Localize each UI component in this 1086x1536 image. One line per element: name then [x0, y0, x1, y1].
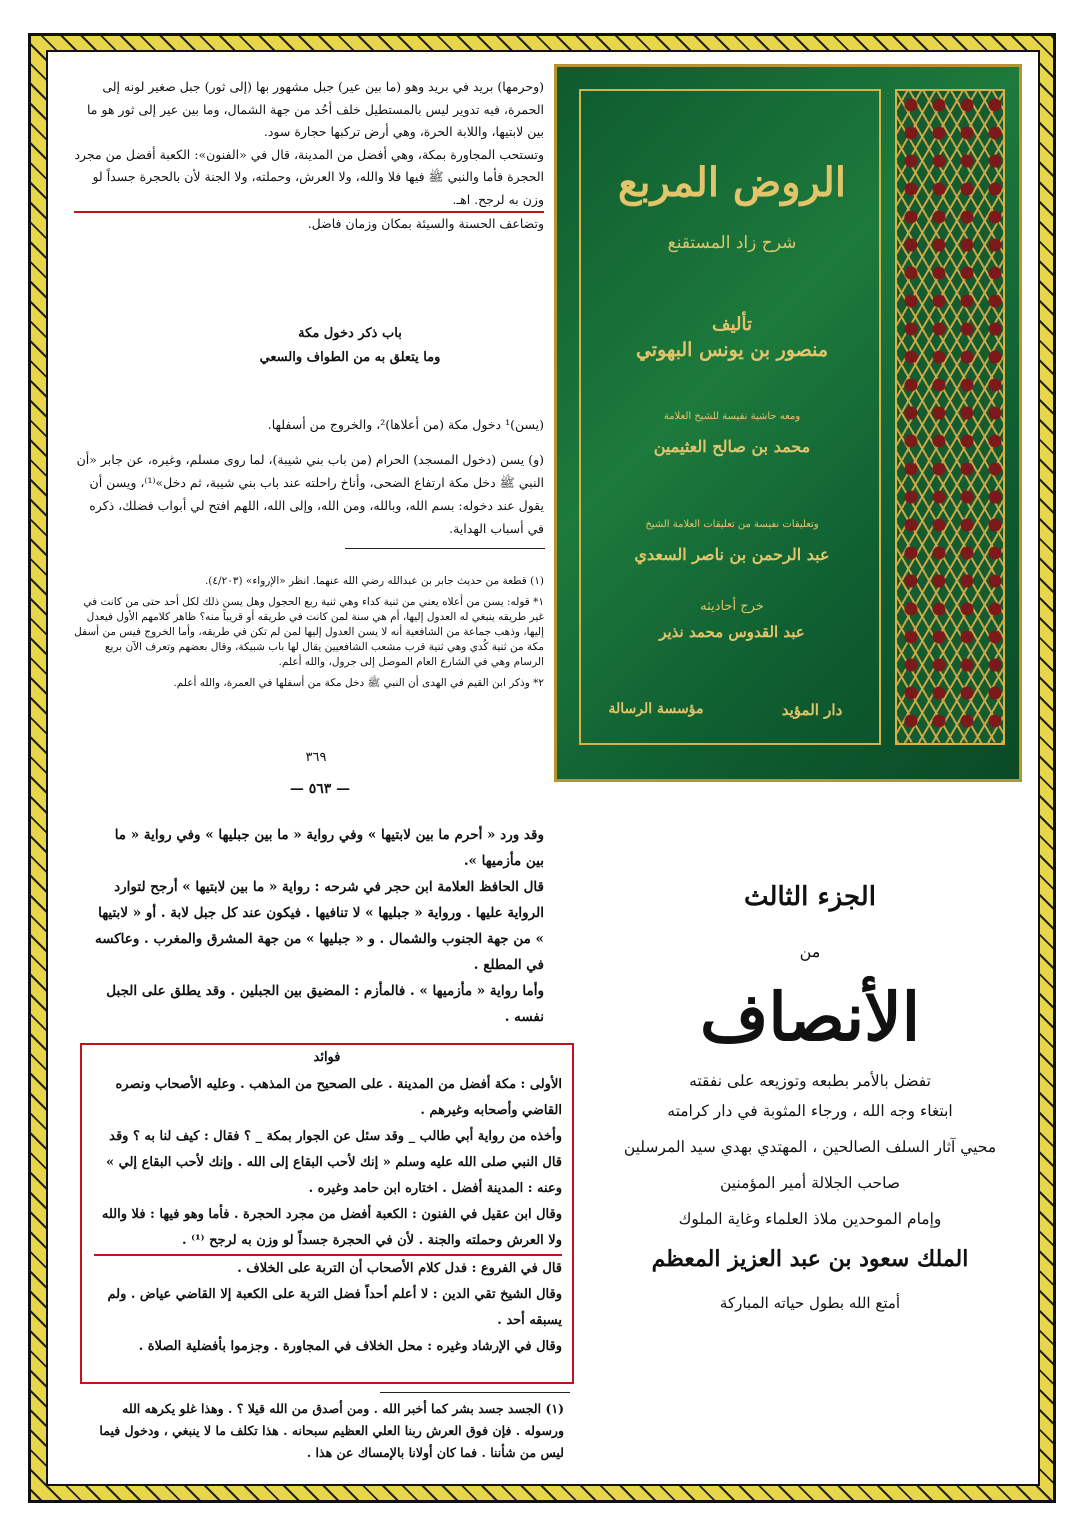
- page-number: — ٥٦٣ —: [289, 781, 351, 797]
- cover-takhrij: عبد القدوس محمد نذير: [659, 623, 805, 641]
- box-text: [94, 1072, 562, 1360]
- box-heading: فوائد: [313, 1050, 341, 1065]
- dedication-line: محيي آثار السلف الصالحين ، المهتدي بهدي سيد المرسلين: [623, 1138, 997, 1156]
- paragraph: وأما رواية « مأزميها » . فالمأزم : المضيق بين الجبلين . وقد يطلق على الجبل نفسه .: [106, 983, 544, 1025]
- from-label: من: [799, 942, 821, 961]
- dedication-line: ابتغاء وجه الله ، ورجاء المثوبة في دار كرامته: [667, 1102, 953, 1120]
- chapter-subtitle: وما يتعلق به من الطواف والسعي: [259, 350, 441, 365]
- bottom-footnote: [94, 1398, 564, 1464]
- paragraph: وأخذه من رواية أبي طالب _ وقد سئل عن الجوار بمكة _ ؟ فقال : كيف لنا به ؟ وقد قال النبي صلى الله عليه وسلم « إنك لأحب البقاع إلى الله . وإنك لأحب البقاع إلي » وعنه : المدينة أفضل . اختاره ابن حامد وغيره .: [105, 1129, 562, 1196]
- dedication-line: وإمام الموحدين ملاذ العلماء وغاية الملوك: [678, 1210, 942, 1228]
- cover-note: وتعليقات نفيسة من تعليقات العلامة الشيخ: [645, 519, 819, 530]
- chapter-heading: [200, 322, 500, 370]
- section-text: [74, 400, 544, 553]
- cover-note: ومعه حاشية نفيسة للشيخ العلامة: [663, 411, 801, 422]
- paragraph: (وحرمها) بريد في بريد وهو (ما بين عير) جبل مشهور بها (إلى ثور) جبل صغير لونه إلى الحمرة، فيه تدوير ليس بالمستطيل خلف أحُد من جهة الشمال، وما بين عير إلى ثور هو ما بين لابتيها، واللابة الحرة، وهي أرض تركبها حجارة سود.: [86, 79, 544, 139]
- ornament-pattern: [895, 89, 1005, 745]
- paragraph: وقد ورد « أحرم ما بين لابتيها » وفي رواية « ما بين جبليها » وفي رواية « ما بين مأزميها ».: [114, 827, 544, 869]
- chapter-title: باب ذكر دخول مكة: [298, 326, 402, 341]
- cover-note: خرج أحاديثه: [700, 599, 764, 614]
- footnote: (١) قطعة من حديث جابر بن عبدالله رضي الله عنهما. انظر «الإرواء» (٤/٢٠٣).: [204, 575, 544, 587]
- footnote-divider: [345, 548, 545, 549]
- blessing-line: أمتع الله بطول حياته المباركة: [719, 1294, 901, 1312]
- paragraph: الأولى : مكة أفضل من المدينة . على الصحيح من المذهب . وعليه الأصحاب ونصره القاضي وأصحابه وغيرهم .: [115, 1077, 562, 1118]
- cover-taleef: تأليف: [711, 314, 753, 335]
- highlighted-paragraph: وقال ابن عقيل في الفنون : الكعبة أفضل من مجرد الحجرة . فأما وهو فيها : فلا والله ولا العرش وحملته والجنة . لأن في الحجرة جسداً لو وزن به لرجح ⁽¹⁾ .: [94, 1202, 562, 1256]
- dedication-line: تفضل بالأمر بطبعه وتوزيعه على نفقته: [689, 1072, 931, 1090]
- dedication-line: صاحب الجلالة أمير المؤمنين: [719, 1174, 901, 1192]
- book-title: الأنصاف: [699, 978, 921, 1056]
- publisher: دار المؤيد: [781, 701, 843, 719]
- paragraph: وتضاعف الحسنة والسيئة بمكان وزمان فاضل.: [307, 216, 544, 231]
- footnote: (١) الجسد جسد بشر كما أخبر الله . ومن أصدق من الله قيلا ؟ . وهذا غلو يكرهه الله ورسوله . فإن فوق العرش ربنا العلي العظيم سبحانه . هذا تكلف ما لا ينبغي ، ودخول فيما ليس من شأننا . فما كان أولانا بالإمساك عن هذا .: [99, 1401, 564, 1460]
- bottom-left-text: [94, 822, 544, 1030]
- highlighted-paragraph: وتستحب المجاورة بمكة، وهي أفضل من المدينة، قال في «الفنون»: الكعبة أفضل من مجرد الحجرة فأما والنبي ﷺ فيها فلا والله، ولا العرش، وحملته، ولا الجنة لأن بالحجرة جسداً لو وزن به لرجح. اهـ.: [74, 144, 544, 214]
- paragraph: وقال في الإرشاد وغيره : محل الخلاف في المجاورة . وجزموا بأفضلية الصلاة .: [138, 1339, 562, 1354]
- cover-title: الروض المربع: [618, 159, 846, 206]
- paragraph: وقال الشيخ تقي الدين : لا أعلم أحداً فضل التربة على الكعبة إلا القاضي عياض . ولم يسبقه أحد .: [107, 1287, 562, 1328]
- paragraph: (و) يسن (دخول المسجد) الحرام (من باب بني شيبة)، لما روى مسلم، وغيره، عن جابر «أن النبي ﷺ دخل مكة ارتفاع الضحى، وأناخ راحلته عند باب بني شيبة، ثم دخل»⁽¹⁾، ويسن أن يقول عند دخوله: بسم الله، وبالله، ومن الله، وإلى الله، اللهم افتح لي أبواب فضلك، ذكره في أسباب الهداية.: [76, 452, 544, 536]
- footnote: ١* قوله: يسن من أعلاه يعني من ثنية كداء وهي ثنية ربع الحجول وهل يسن ذلك لكل أحد حتى من كانت في غير طريقه ينبغي له العدول إليها، أم هي سنة لمن كانت في طريقه أو قريباً منه؟ ظاهر كلامهم الأول فيعدل إليها، وذهب جماعة من الشافعية أنه لا يسن العدول إليها لمن لم تكن في طريقه، وأما الخروج فيس من أسفل مكة من ثنية كُدي وهي ثنية قرب مشعب الشافعيين يقال لها باب شبيكة، وقال بعضهم وتعرف الآن بريع الرسام وهي في الشارع العام الموصل إلى جرول، والله أعلم.: [74, 596, 544, 668]
- king-name: الملك سعود بن عبد العزيز المعظم: [651, 1246, 969, 1272]
- paragraph: قال في الفروع : فدل كلام الأصحاب أن التربة على الخلاف .: [237, 1261, 562, 1276]
- cover-subtitle: شرح زاد المستقنع: [667, 233, 797, 253]
- paragraph: (يسن)¹ دخول مكة (من أعلاها)²، والخروج من أسفلها.: [267, 416, 544, 432]
- cover-annotator: عبد الرحمن بن ناصر السعدي: [634, 545, 830, 564]
- footnotes: [74, 574, 544, 697]
- volume-label: الجزء الثالث: [744, 882, 876, 912]
- footnote: ٢* وذكر ابن القيم في الهدى أن النبي ﷺ دخل مكة من أسفلها في العمرة، والله أعلم.: [173, 677, 544, 689]
- book-cover: [554, 64, 1022, 782]
- publisher: مؤسسة الرسالة: [608, 701, 704, 717]
- top-left-text: [74, 76, 544, 236]
- cover-author: منصور بن يونس البهوتي: [635, 339, 829, 361]
- cover-annotator: محمد بن صالح العثيمين: [653, 437, 811, 456]
- paragraph: قال الحافظ العلامة ابن حجر في شرحه : رواية « ما بين لابتيها » أرجح لتوارد الرواية عليها . ورواية « جبليها » لا تنافيها . فيكون عند كل جبل لابة . أو « لابتيها » من جهة الجنوب والشمال . و « جبليها » من جهة المشرق والمغرب . وعاكسه في المطلع .: [94, 879, 544, 973]
- footnote-divider: [380, 1392, 570, 1393]
- page-number: ٣٦٩: [305, 750, 327, 765]
